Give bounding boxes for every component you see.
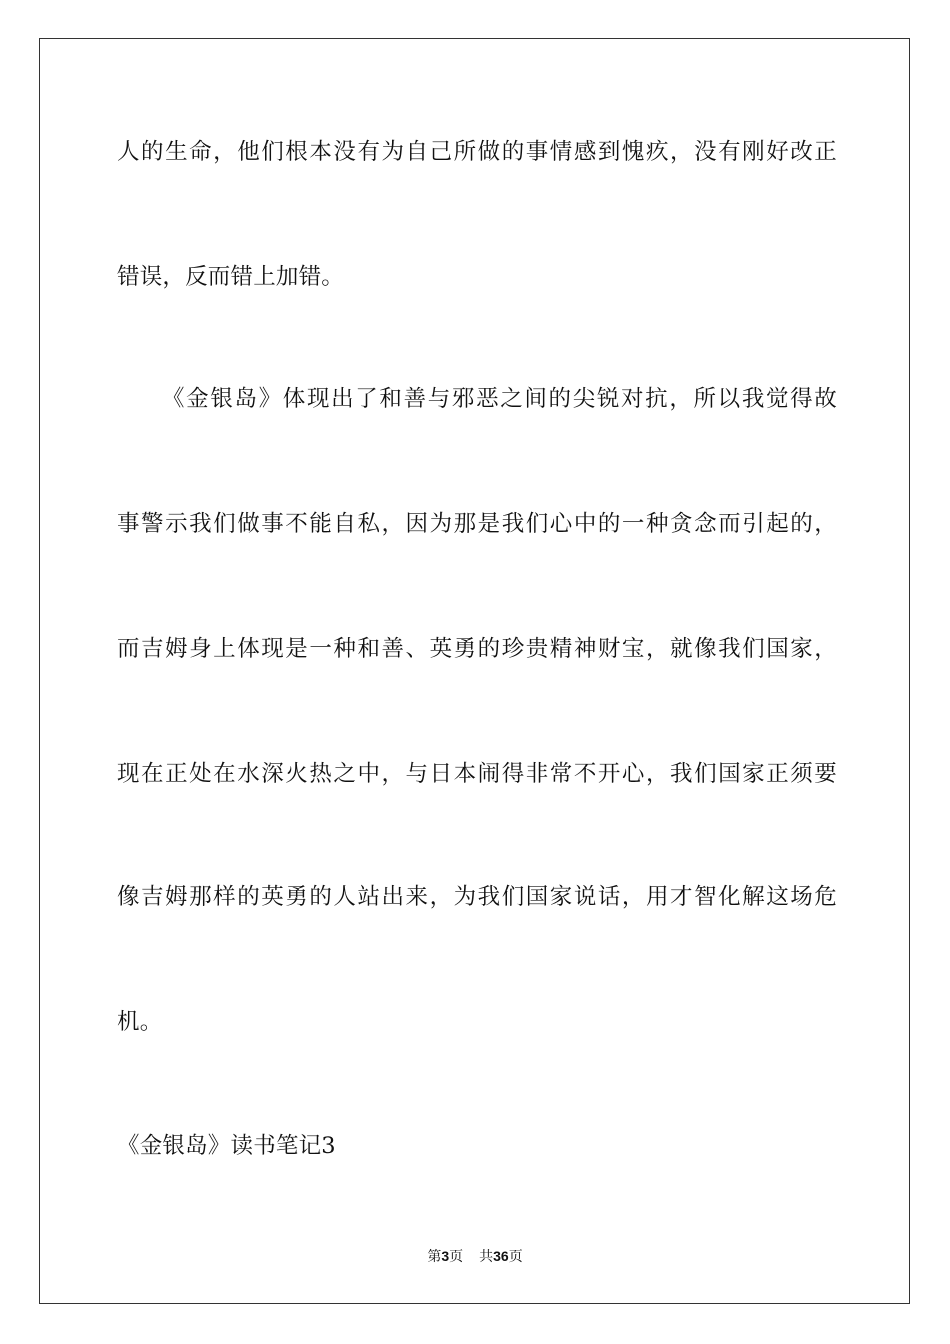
section-title: 《金银岛》读书笔记3 <box>117 1133 336 1159</box>
footer-total-pages: 36 <box>493 1248 509 1264</box>
body-line-3: 《金银岛》体现出了和善与邪恶之间的尖锐对抗，所以我觉得故 <box>162 386 837 412</box>
page-border <box>39 38 910 1304</box>
body-line-8: 机。 <box>117 1009 163 1035</box>
body-line-4: 事警示我们做事不能自私，因为那是我们心中的一种贪念而引起的， <box>117 511 837 537</box>
page-footer <box>0 1246 950 1267</box>
footer-page-number: 3 <box>441 1248 450 1264</box>
body-line-6: 现在正处在水深火热之中，与日本闹得非常不开心，我们国家正须要 <box>117 761 837 787</box>
body-line-5: 而吉姆身上体现是一种和善、英勇的珍贵精神财宝，就像我们国家， <box>117 636 837 662</box>
body-line-7: 像吉姆那样的英勇的人站出来，为我们国家说话，用才智化解这场危 <box>117 884 837 910</box>
body-line-1: 人的生命，他们根本没有为自己所做的事情感到愧疚，没有刚好改正 <box>117 139 837 165</box>
footer-total-suffix: 页 <box>508 1249 523 1265</box>
body-line-2: 错误，反而错上加错。 <box>117 264 345 290</box>
footer-page-suffix: 页 <box>449 1249 464 1265</box>
footer-page-prefix: 第 <box>427 1249 442 1265</box>
footer-total-prefix: 共 <box>479 1249 494 1265</box>
